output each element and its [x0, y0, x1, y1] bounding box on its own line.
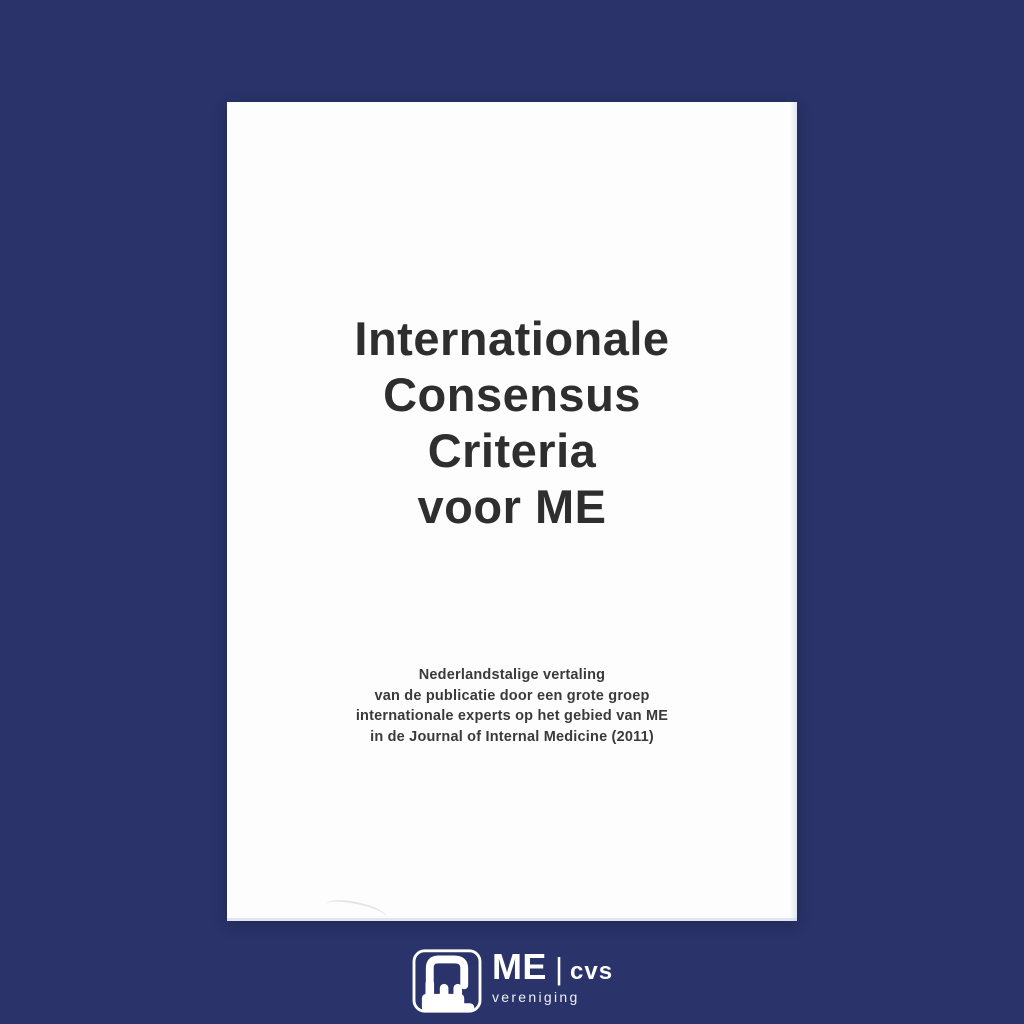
logo-secondary-text: cvs	[570, 958, 614, 985]
brand-name-row	[492, 947, 613, 987]
cover-subtitle	[227, 665, 797, 747]
subtitle-line: van de publicatie door een grote groep	[374, 687, 650, 704]
brand-logo	[0, 944, 1024, 1014]
mecvs-hand-icon	[411, 948, 483, 1014]
page-scan-edge	[790, 102, 797, 921]
logo-separator: |	[554, 951, 563, 986]
title-line: Internationale	[354, 312, 670, 365]
subtitle-line: Nederlandstalige vertaling	[418, 667, 606, 683]
title-line: voor ME	[417, 480, 607, 533]
logo-primary-text: ME	[491, 946, 547, 987]
cover-title	[227, 311, 797, 535]
subtitle-line: in de Journal of Internal Medicine (2011)	[370, 728, 654, 745]
scan-artifact-smudge	[324, 896, 388, 926]
title-line: Criteria	[427, 424, 597, 477]
title-line: Consensus	[383, 368, 641, 421]
logo-tagline: vereniging	[491, 989, 580, 1005]
page-scan-edge-bottom	[227, 918, 797, 921]
brand-logo-text	[492, 947, 613, 1005]
document-cover-page	[227, 102, 797, 921]
subtitle-line: internationale experts op het gebied van ME	[355, 708, 669, 724]
